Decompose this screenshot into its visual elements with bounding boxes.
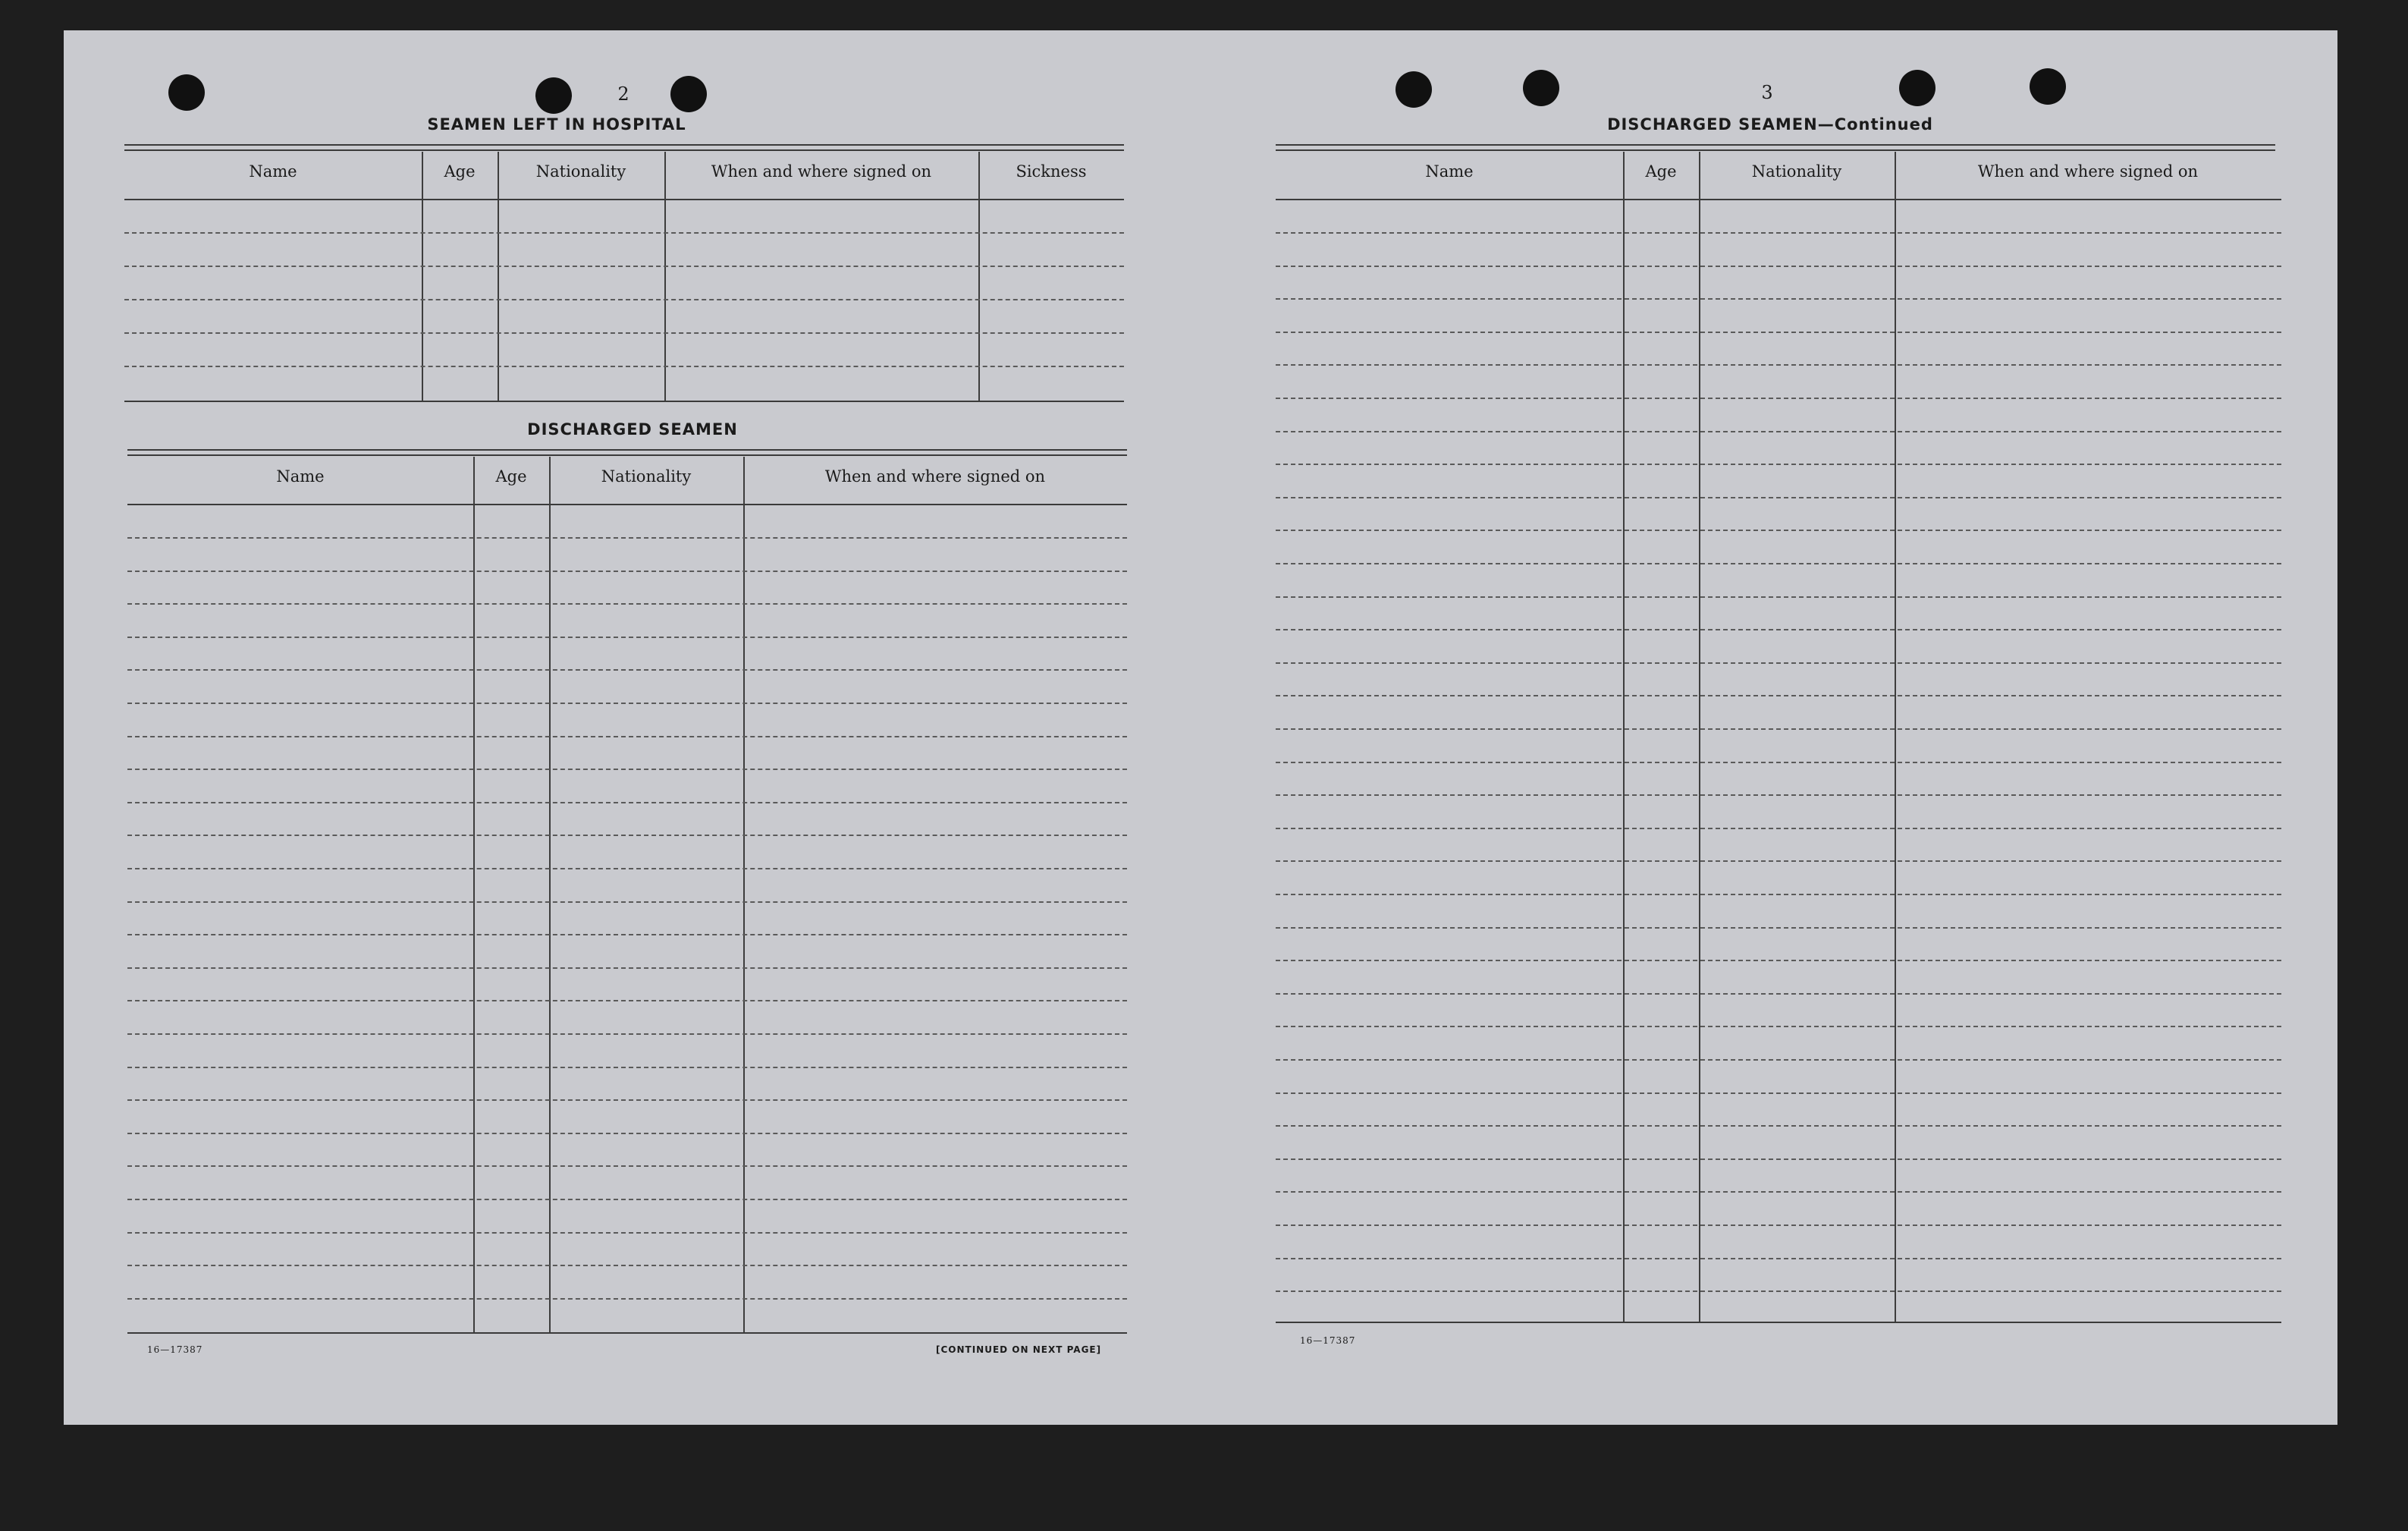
column-divider bbox=[473, 457, 475, 1334]
table-row bbox=[1276, 860, 2281, 862]
column-divider bbox=[1699, 152, 1700, 1323]
column-divider bbox=[978, 152, 980, 402]
form-number-left: 16—17387 bbox=[147, 1344, 203, 1355]
table-row bbox=[124, 299, 1124, 300]
table-row bbox=[127, 1033, 1127, 1035]
table-row bbox=[127, 967, 1127, 969]
punch-hole bbox=[535, 77, 572, 114]
discharged-col-signed-on: When and where signed on bbox=[824, 467, 1046, 486]
table-row bbox=[1276, 662, 2281, 664]
table-row bbox=[127, 1000, 1127, 1001]
punch-hole bbox=[1523, 70, 1559, 106]
table-row bbox=[127, 637, 1127, 638]
column-divider bbox=[1623, 152, 1625, 1323]
hospital-col-signed-on: When and where signed on bbox=[711, 162, 932, 181]
table-row bbox=[1276, 232, 2281, 234]
discharged-col-nationality: Nationality bbox=[601, 467, 692, 486]
table-row bbox=[1276, 298, 2281, 300]
column-divider bbox=[422, 152, 423, 402]
page-number-left: 2 bbox=[617, 83, 629, 105]
table-row bbox=[1276, 596, 2281, 598]
hospital-col-nationality: Nationality bbox=[535, 162, 626, 181]
discharged-title-rule bbox=[127, 449, 1127, 456]
table-row bbox=[1276, 1224, 2281, 1226]
table-row bbox=[1276, 828, 2281, 829]
table-row bbox=[1276, 1125, 2281, 1127]
table-row bbox=[1276, 993, 2281, 995]
table-row bbox=[127, 1099, 1127, 1101]
table-bottom-rule bbox=[124, 401, 1124, 402]
discharged-continued-table bbox=[1276, 152, 2281, 1323]
table-row bbox=[1276, 563, 2281, 564]
column-divider bbox=[549, 457, 551, 1334]
table-row bbox=[1276, 530, 2281, 531]
table-row bbox=[127, 537, 1127, 539]
table-row bbox=[127, 603, 1127, 605]
punch-hole bbox=[670, 76, 707, 112]
table-row bbox=[1276, 364, 2281, 366]
continued-col-signed-on: When and where signed on bbox=[1977, 162, 2199, 181]
table-row bbox=[1276, 794, 2281, 796]
continued-col-name: Name bbox=[1425, 162, 1474, 181]
table-row bbox=[124, 232, 1124, 234]
table-row bbox=[127, 868, 1127, 869]
table-row bbox=[1276, 1092, 2281, 1094]
table-row bbox=[127, 1067, 1127, 1068]
column-divider bbox=[743, 457, 745, 1334]
hospital-col-name: Name bbox=[249, 162, 297, 181]
table-row bbox=[1276, 728, 2281, 730]
table-row bbox=[127, 901, 1127, 903]
column-divider bbox=[498, 152, 499, 402]
hospital-col-sickness: Sickness bbox=[1016, 162, 1087, 181]
continued-col-age: Age bbox=[1645, 162, 1677, 181]
table-row bbox=[1276, 431, 2281, 432]
table-row bbox=[127, 1265, 1127, 1266]
hospital-title-rule bbox=[124, 144, 1124, 151]
table-row bbox=[124, 332, 1124, 334]
document-sheet bbox=[64, 30, 2337, 1425]
hospital-table bbox=[124, 152, 1124, 402]
table-row bbox=[1276, 960, 2281, 961]
punch-hole bbox=[2030, 68, 2066, 105]
hospital-col-age: Age bbox=[444, 162, 476, 181]
table-row bbox=[127, 571, 1127, 572]
table-row bbox=[1276, 1059, 2281, 1061]
table-row bbox=[1276, 1158, 2281, 1160]
table-row bbox=[1276, 398, 2281, 399]
table-row bbox=[1276, 1026, 2281, 1027]
table-row bbox=[1276, 497, 2281, 498]
discharged-table bbox=[127, 457, 1127, 1334]
table-row bbox=[1276, 266, 2281, 267]
table-row bbox=[127, 703, 1127, 704]
table-row bbox=[127, 1165, 1127, 1167]
table-row bbox=[1276, 762, 2281, 763]
table-row bbox=[127, 736, 1127, 737]
table-bottom-rule bbox=[1276, 1322, 2281, 1323]
discharged-col-name: Name bbox=[276, 467, 325, 486]
table-bottom-rule bbox=[127, 1332, 1127, 1334]
table-row bbox=[127, 934, 1127, 935]
continued-note: [CONTINUED ON NEXT PAGE] bbox=[936, 1344, 1102, 1355]
table-row bbox=[1276, 1258, 2281, 1259]
table-row bbox=[127, 1199, 1127, 1200]
table-row bbox=[1276, 1191, 2281, 1193]
table-row bbox=[127, 1133, 1127, 1134]
table-row bbox=[1276, 464, 2281, 465]
column-divider bbox=[1895, 152, 1896, 1323]
column-divider bbox=[664, 152, 666, 402]
table-row bbox=[1276, 1291, 2281, 1292]
punch-hole bbox=[168, 74, 205, 111]
discharged-continued-title: DISCHARGED SEAMEN—Continued bbox=[1607, 115, 1933, 134]
table-row bbox=[1276, 629, 2281, 630]
hospital-section-title: SEAMEN LEFT IN HOSPITAL bbox=[427, 115, 686, 134]
table-row bbox=[127, 669, 1127, 671]
table-row bbox=[127, 1298, 1127, 1300]
table-row bbox=[1276, 695, 2281, 696]
table-row bbox=[124, 266, 1124, 267]
continued-title-rule bbox=[1276, 144, 2275, 151]
table-row bbox=[127, 835, 1127, 836]
punch-hole bbox=[1396, 71, 1432, 108]
table-row bbox=[127, 1232, 1127, 1234]
page-number-right: 3 bbox=[1761, 82, 1773, 103]
discharged-col-age: Age bbox=[495, 467, 527, 486]
discharged-section-title: DISCHARGED SEAMEN bbox=[527, 420, 738, 439]
table-row bbox=[1276, 927, 2281, 929]
table-row bbox=[1276, 894, 2281, 895]
table-row bbox=[127, 769, 1127, 770]
table-row bbox=[127, 802, 1127, 803]
form-number-right: 16—17387 bbox=[1300, 1335, 1356, 1346]
table-row bbox=[1276, 332, 2281, 333]
punch-hole bbox=[1899, 70, 1936, 106]
continued-col-nationality: Nationality bbox=[1751, 162, 1842, 181]
table-row bbox=[124, 366, 1124, 367]
